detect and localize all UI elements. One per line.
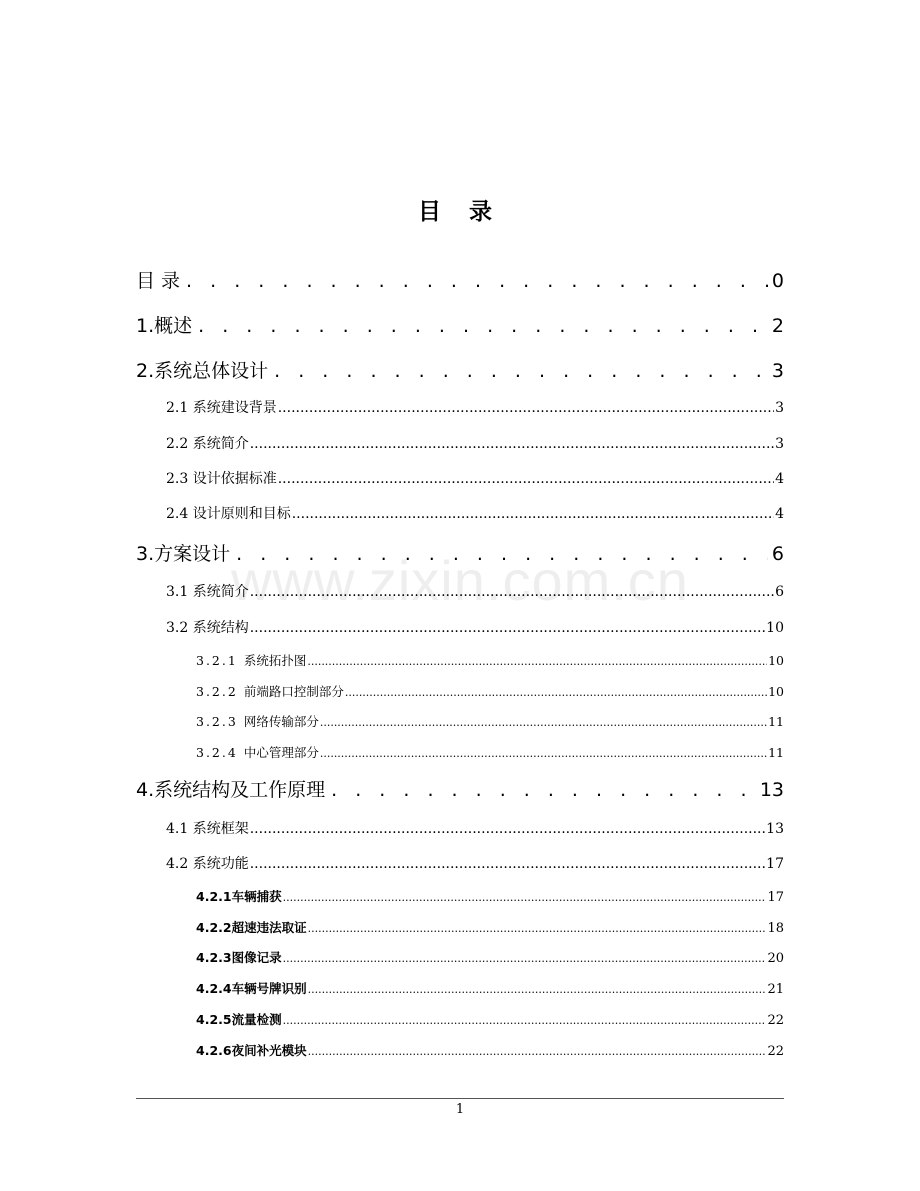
toc-text: 系统拓扑图 — [243, 653, 307, 668]
toc-leader — [320, 716, 767, 729]
toc-entry-2[interactable] — [136, 356, 784, 383]
toc-leader — [278, 471, 774, 487]
toc-entry-3-2-2[interactable] — [196, 682, 784, 700]
toc-leader — [250, 584, 774, 600]
toc-entry-2-1[interactable] — [166, 397, 784, 417]
toc-entry-3[interactable] — [136, 539, 784, 566]
toc-label — [196, 743, 319, 761]
toc-page: 22 — [767, 1013, 784, 1028]
toc-label: 4.1 系统框架 — [166, 821, 249, 837]
toc-label: 2.4 设计原则和目标 — [166, 506, 291, 522]
toc-page: 17 — [767, 890, 784, 905]
toc-leader — [250, 856, 765, 872]
toc-label: 4.2.4车辆号牌识别 — [196, 981, 307, 996]
toc-page: 6 — [771, 543, 784, 565]
toc-page: 22 — [767, 1044, 784, 1059]
toc-label: 4.系统结构及工作原理 — [136, 779, 326, 801]
footer-divider — [136, 1098, 784, 1099]
toc-entry-2-3[interactable] — [166, 468, 784, 488]
toc-leader — [331, 779, 756, 801]
toc-label: 2.系统总体设计 — [136, 360, 269, 382]
toc-page: 18 — [767, 921, 784, 936]
toc-page: 0 — [771, 270, 784, 292]
toc-leader — [250, 821, 765, 837]
page-number: 1 — [455, 1102, 465, 1117]
toc-page: 10 — [766, 620, 784, 636]
toc-label: 1.概述 — [136, 315, 193, 337]
toc-text: 前端路口控制部分 — [243, 684, 344, 699]
toc-page: 3 — [771, 360, 784, 382]
toc-number: 3.2.3 — [196, 714, 238, 729]
toc-entry-contents[interactable] — [136, 266, 784, 293]
toc-leader — [308, 983, 767, 996]
toc-number: 3.2.1 — [196, 653, 238, 668]
toc-text: 中心管理部分 — [243, 745, 319, 760]
toc-entry-4-2-5[interactable] — [196, 1010, 784, 1028]
toc-number: 3.2.4 — [196, 745, 238, 760]
toc-page: 6 — [775, 584, 784, 600]
toc-entry-4-2-6[interactable] — [196, 1041, 784, 1059]
toc-label: 3.2 系统结构 — [166, 620, 249, 636]
toc-leader — [307, 655, 767, 668]
toc-page: 21 — [767, 982, 784, 997]
toc-label: 目 录 — [136, 270, 181, 292]
toc-page: 10 — [768, 653, 784, 668]
toc-label — [196, 682, 344, 700]
toc-leader — [308, 922, 767, 935]
toc-entry-4-2-3[interactable] — [196, 948, 784, 966]
toc-entry-4-2[interactable] — [166, 853, 784, 873]
toc-leader — [292, 506, 774, 522]
toc-number: 3.2.2 — [196, 684, 238, 699]
toc-page: 11 — [768, 745, 784, 760]
toc-label: 2.3 设计依据标准 — [166, 471, 277, 487]
toc-page: 17 — [766, 856, 784, 872]
toc-entry-1[interactable] — [136, 311, 784, 338]
toc-entry-4[interactable] — [136, 775, 784, 802]
toc-label: 4.2.5流量检测 — [196, 1012, 282, 1027]
toc-page: 11 — [768, 714, 784, 729]
toc-page: 4 — [775, 506, 784, 522]
toc-leader — [345, 686, 767, 699]
toc-label: 3.1 系统简介 — [166, 584, 249, 600]
toc-entry-2-4[interactable] — [166, 503, 784, 523]
toc-leader — [250, 436, 774, 452]
toc-entry-3-2-1[interactable] — [196, 651, 784, 669]
toc-leader — [274, 360, 768, 382]
toc-entry-4-1[interactable] — [166, 818, 784, 838]
document-title: 目 录 — [417, 199, 502, 225]
toc-text: 网络传输部分 — [243, 714, 319, 729]
toc-entry-4-2-1[interactable] — [196, 887, 784, 905]
toc-page: 4 — [775, 471, 784, 487]
toc-page: 10 — [768, 684, 784, 699]
toc-page: 20 — [767, 951, 784, 966]
toc-label — [196, 712, 319, 730]
toc-leader — [278, 400, 774, 416]
toc-page: 3 — [775, 400, 784, 416]
toc-entry-4-2-4[interactable] — [196, 979, 784, 997]
toc-label: 4.2.3图像记录 — [196, 950, 282, 965]
toc-page: 3 — [775, 436, 784, 452]
toc-label: 3.方案设计 — [136, 543, 231, 565]
toc-label: 4.2 系统功能 — [166, 856, 249, 872]
toc-leader — [186, 270, 768, 292]
toc-leader — [198, 315, 768, 337]
toc-leader — [320, 747, 767, 760]
toc-leader — [283, 1014, 767, 1027]
toc-leader — [236, 543, 768, 565]
toc-label: 4.2.6夜间补光模块 — [196, 1043, 307, 1058]
toc-page: 13 — [766, 821, 784, 837]
watermark: www.zixin.com.cn — [231, 549, 689, 612]
toc-label: 2.2 系统简介 — [166, 436, 249, 452]
toc-leader — [308, 1045, 767, 1058]
toc-label: 2.1 系统建设背景 — [166, 400, 277, 416]
toc-label: 4.2.2超速违法取证 — [196, 920, 307, 935]
toc-entry-4-2-2[interactable] — [196, 918, 784, 936]
toc-entry-3-1[interactable] — [166, 581, 784, 601]
toc-label — [196, 651, 306, 669]
toc-page: 13 — [759, 779, 784, 801]
toc-leader — [250, 620, 765, 636]
toc-page: 2 — [771, 315, 784, 337]
toc-entry-2-2[interactable] — [166, 433, 784, 453]
toc-entry-3-2-4[interactable] — [196, 743, 784, 761]
toc-leader — [283, 891, 767, 904]
toc-leader — [283, 952, 767, 965]
toc-label: 4.2.1车辆捕获 — [196, 889, 282, 904]
toc-entry-3-2-3[interactable] — [196, 712, 784, 730]
toc-entry-3-2[interactable] — [166, 617, 784, 637]
